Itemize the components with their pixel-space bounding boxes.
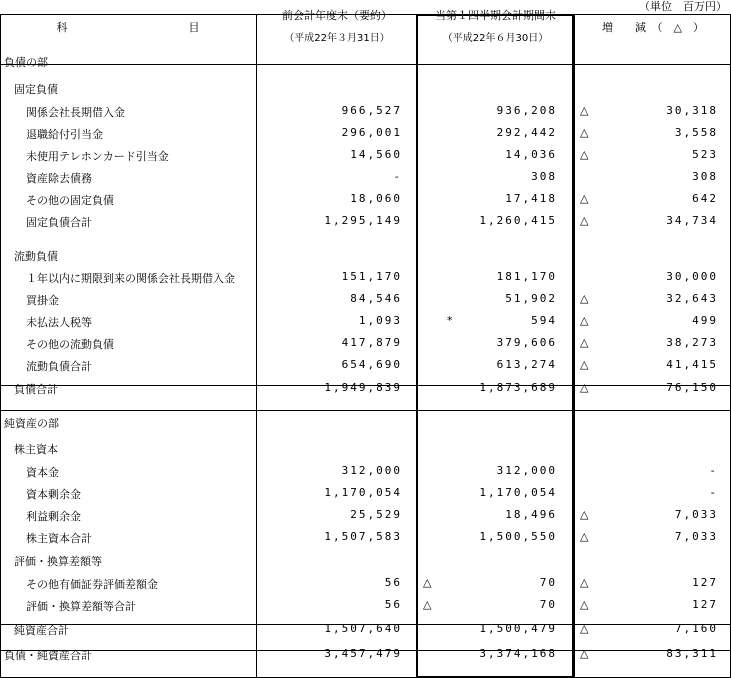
header-col1-date: （平成22年３月31日） xyxy=(284,33,390,44)
prior-year-value: 3,457,479 xyxy=(324,647,402,660)
change-value: 38,273 xyxy=(666,336,718,349)
row-label: 退職給付引当金 xyxy=(26,128,103,141)
change-value: 127 xyxy=(692,576,718,589)
prior-year-value: 18,060 xyxy=(350,192,402,205)
prior-year-value: 25,529 xyxy=(350,508,402,521)
change-value: 7,033 xyxy=(674,530,718,543)
prior-year-value: 654,690 xyxy=(341,358,402,371)
row-label: 評価・換算差額等 xyxy=(14,555,102,568)
change-value: 30,318 xyxy=(666,104,718,117)
current-value: 1,873,689 xyxy=(479,381,557,394)
row-label: その他の固定負債 xyxy=(26,194,114,207)
change-value: 76,150 xyxy=(666,381,718,394)
row-label: 固定負債合計 xyxy=(26,216,92,229)
current-value: 308 xyxy=(531,170,557,183)
change-sign-mark: △ xyxy=(580,358,589,371)
prior-year-value: 1,170,054 xyxy=(324,486,402,499)
change-value: - xyxy=(709,486,718,499)
current-value: 70 xyxy=(539,598,557,611)
change-value: 642 xyxy=(692,192,718,205)
change-sign-mark: △ xyxy=(580,192,589,205)
row-label: 負債合計 xyxy=(14,383,58,396)
current-value: 1,170,054 xyxy=(479,486,557,499)
row-label: 未払法人税等 xyxy=(26,316,92,329)
prior-year-value: 1,507,583 xyxy=(324,530,402,543)
header-col3-title: 増 減 （ △ ） xyxy=(602,21,704,34)
row-label: １年以内に期限到来の関係会社長期借入金 xyxy=(26,272,235,285)
change-sign-mark: △ xyxy=(580,148,589,161)
change-value: 127 xyxy=(692,598,718,611)
current-value: 14,036 xyxy=(505,148,557,161)
unit-label: （単位 百万円） xyxy=(639,0,727,13)
row-label: その他有価証券評価差額金 xyxy=(26,578,158,591)
current-value: 1,260,415 xyxy=(479,214,557,227)
row-label: 資本剰余金 xyxy=(26,488,81,501)
current-value: 70 xyxy=(539,576,557,589)
row-label: 固定負債 xyxy=(14,83,58,96)
current-value: 936,208 xyxy=(496,104,557,117)
prior-year-value: 56 xyxy=(384,576,402,589)
prior-year-value: - xyxy=(393,170,402,183)
row-label: 関係会社長期借入金 xyxy=(26,106,125,119)
change-sign-mark: △ xyxy=(580,314,589,327)
prior-year-value: 84,546 xyxy=(350,292,402,305)
change-sign-mark: △ xyxy=(580,104,589,117)
prior-year-value: 56 xyxy=(384,598,402,611)
change-sign-mark: △ xyxy=(580,647,589,660)
row-label: 負債の部 xyxy=(4,56,48,69)
current-value: 613,274 xyxy=(496,358,557,371)
prior-year-value: 1,295,149 xyxy=(324,214,402,227)
change-sign-mark: △ xyxy=(580,508,589,521)
current-value: 312,000 xyxy=(496,464,557,477)
change-value: 83,311 xyxy=(666,647,718,660)
change-sign-mark: △ xyxy=(580,126,589,139)
current-value: 3,374,168 xyxy=(479,647,557,660)
header-col2-title: 当第１四半期会計期間末 xyxy=(435,9,556,22)
row-label: 負債・純資産合計 xyxy=(4,649,92,662)
change-value: 30,000 xyxy=(666,270,718,283)
current-value: 1,500,550 xyxy=(479,530,557,543)
row-label: その他の流動負債 xyxy=(26,338,114,351)
prior-year-value: 1,093 xyxy=(358,314,402,327)
change-value: - xyxy=(709,464,718,477)
change-sign-mark: △ xyxy=(580,214,589,227)
change-value: 499 xyxy=(692,314,718,327)
current-value: 1,500,479 xyxy=(479,622,557,635)
row-label: 資本金 xyxy=(26,466,59,479)
prior-year-value: 151,170 xyxy=(341,270,402,283)
change-sign-mark: △ xyxy=(580,292,589,305)
row-label: 評価・換算差額等合計 xyxy=(26,600,136,613)
row-label: 資産除去債務 xyxy=(26,172,92,185)
row-label: 利益剰余金 xyxy=(26,510,81,523)
change-sign-mark: △ xyxy=(580,598,589,611)
change-value: 7,033 xyxy=(674,508,718,521)
current-value: 594 xyxy=(531,314,557,327)
current-value: 18,496 xyxy=(505,508,557,521)
row-label: 流動負債合計 xyxy=(26,360,92,373)
change-value: 7,160 xyxy=(674,622,718,635)
change-value: 32,643 xyxy=(666,292,718,305)
prior-year-value: 296,001 xyxy=(341,126,402,139)
row-label: 株主資本 xyxy=(14,443,58,456)
row-label: 未使用テレホンカード引当金 xyxy=(26,150,169,163)
row-label: 純資産合計 xyxy=(14,624,69,637)
prior-year-value: 14,560 xyxy=(350,148,402,161)
change-value: 308 xyxy=(692,170,718,183)
change-sign-mark: △ xyxy=(580,530,589,543)
header-col1-title: 前会計年度末（要約） xyxy=(282,9,392,22)
current-value: 379,606 xyxy=(496,336,557,349)
prior-year-value: 1,949,839 xyxy=(324,381,402,394)
current-value-mark: △ xyxy=(423,598,432,611)
row-label: 流動負債 xyxy=(14,250,58,263)
header-col2-date: （平成22年６月30日） xyxy=(442,33,549,44)
change-sign-mark: △ xyxy=(580,576,589,589)
change-value: 41,415 xyxy=(666,358,718,371)
header-item: 科 目 xyxy=(56,21,200,34)
change-value: 523 xyxy=(692,148,718,161)
change-sign-mark: △ xyxy=(580,336,589,349)
prior-year-value: 966,527 xyxy=(341,104,402,117)
current-value: 17,418 xyxy=(505,192,557,205)
current-value-mark: * xyxy=(447,314,453,327)
prior-year-value: 312,000 xyxy=(341,464,402,477)
current-value: 181,170 xyxy=(496,270,557,283)
change-sign-mark: △ xyxy=(580,381,589,394)
change-sign-mark: △ xyxy=(580,622,589,635)
prior-year-value: 1,507,640 xyxy=(324,622,402,635)
current-value-mark: △ xyxy=(423,576,432,589)
row-label: 純資産の部 xyxy=(4,417,59,430)
prior-year-value: 417,879 xyxy=(341,336,402,349)
current-value: 292,442 xyxy=(496,126,557,139)
row-label: 買掛金 xyxy=(26,294,59,307)
current-value: 51,902 xyxy=(505,292,557,305)
change-value: 3,558 xyxy=(674,126,718,139)
row-label: 株主資本合計 xyxy=(26,532,92,545)
change-value: 34,734 xyxy=(666,214,718,227)
